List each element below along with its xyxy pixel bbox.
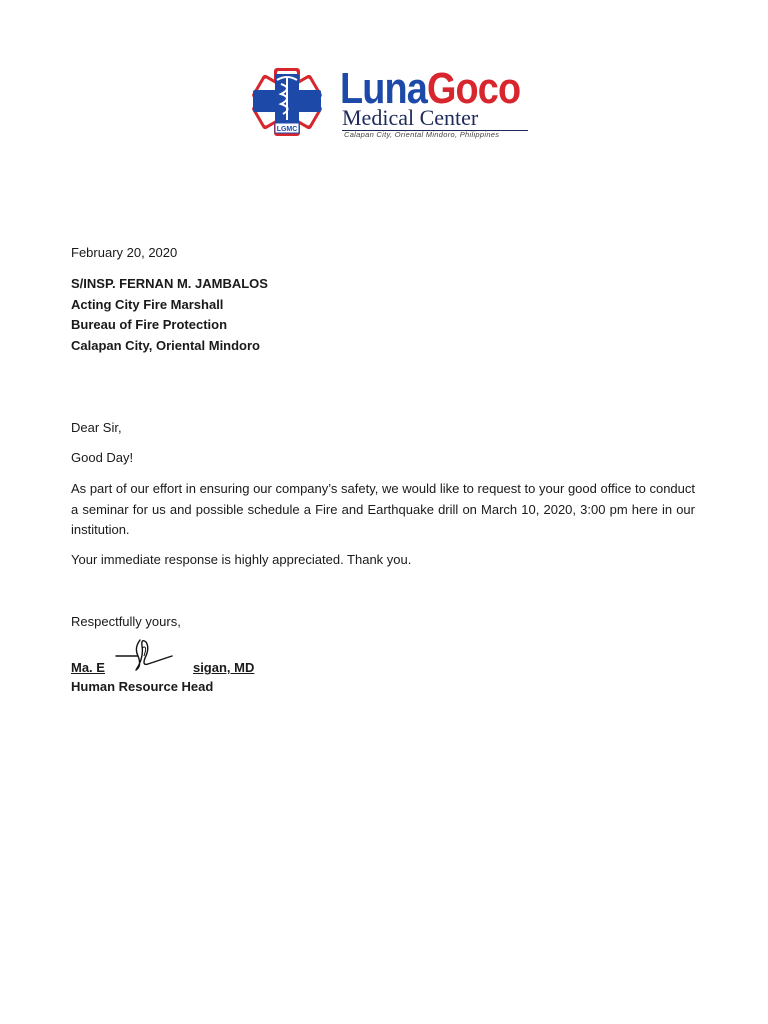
- body-paragraph: As part of our effort in ensuring our company’s safety, we would like to request to your good office to conduct a seminar for us and possible schedule a Fire and Earthquake drill on March 10, 2020, 3:00 pm here in our institution.: [71, 481, 695, 537]
- recipient-address: Calapan City, Oriental Mindoro: [71, 338, 261, 353]
- brand-location: Calapan City, Oriental Mindoro, Philippines: [344, 130, 500, 139]
- signatory-title: Human Resource Head: [71, 679, 214, 694]
- signatory-name-end: sigan, MD: [192, 660, 255, 675]
- brand-subtitle: Medical Center: [342, 105, 479, 130]
- letter-date: February 20, 2020: [71, 245, 178, 260]
- handwritten-signature: [112, 634, 176, 674]
- closing-line: Your immediate response is highly appreciated. Thank you.: [71, 552, 412, 567]
- emblem-initials: LGMC: [276, 126, 298, 133]
- greeting: Good Day!: [71, 450, 134, 465]
- medical-star-of-life-logo: [237, 68, 337, 136]
- recipient-title: Acting City Fire Marshall: [71, 297, 224, 312]
- brand-name-second: Goco: [426, 64, 521, 113]
- recipient-name: S/INSP. FERNAN M. JAMBALOS: [71, 276, 268, 291]
- complimentary-close: Respectfully yours,: [71, 614, 181, 629]
- signatory-name-start: Ma. E: [71, 660, 105, 675]
- recipient-office: Bureau of Fire Protection: [71, 317, 228, 332]
- letterhead: [232, 66, 534, 142]
- salutation: Dear Sir,: [71, 420, 122, 435]
- brand-name-first: Luna: [340, 64, 427, 113]
